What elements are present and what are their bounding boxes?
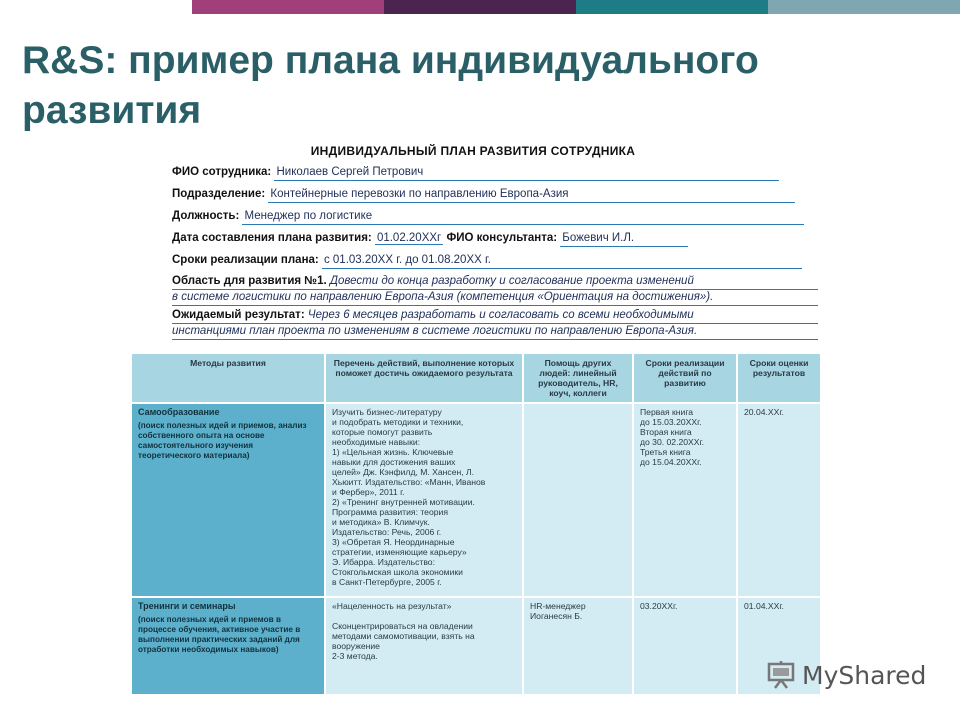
terms-value: с 01.03.20ХХ г. до 01.08.20ХХ г. bbox=[322, 253, 802, 269]
terms-cell bbox=[633, 403, 737, 597]
header-evaluation: Сроки оценки результатов bbox=[737, 353, 821, 403]
position-label: Должность: bbox=[172, 210, 240, 222]
department-value: Контейнерные перевозки по направлению Европа-Азия bbox=[268, 187, 795, 203]
actions-cell bbox=[325, 403, 523, 597]
help-text: HR-менеджер Иоганесян Б. bbox=[530, 601, 586, 621]
method-cell bbox=[131, 403, 325, 597]
plan-date-label: Дата составления плана развития: bbox=[172, 232, 372, 244]
top-bar-segment-2 bbox=[192, 0, 384, 14]
area-line-1: Довести до конца разработку и согласование проекта изменений bbox=[329, 275, 694, 287]
evaluation-text: 20.04.ХХг. bbox=[744, 407, 784, 417]
header-terms: Сроки реализации действий по развитию bbox=[633, 353, 737, 403]
terms-cell bbox=[633, 597, 737, 695]
consultant-label: ФИО консультанта: bbox=[446, 232, 558, 244]
development-area bbox=[172, 274, 818, 306]
top-color-bar bbox=[0, 0, 960, 14]
terms-text: 03.20ХХг. bbox=[640, 601, 678, 611]
help-cell bbox=[523, 403, 633, 597]
consultant-value: Божевич И.Л. bbox=[560, 231, 688, 247]
employee-label: ФИО сотрудника: bbox=[172, 166, 272, 178]
table-row bbox=[131, 597, 821, 695]
actions-text: Изучить бизнес-литературу и подобрать методики и техники, которые помогут развить необходимые навыки: 1) «Цельная жизнь. Ключевые навыки для достижения ваших целей» Дж. Кэнфилд, М. Хансен, Л. Хьюитт. Издательство: «Манн, Иванов и Фербер», 2011 г. 2) «Тренинг внутренней мотивации. Программа развития: теория и методика» В. Климчук. Издательство: Речь, 2006 г. 3) «Обретая Я. Неординарные стратегии, изменяющие карьеру» Э. Ибарра. Издательство: Стокгольмская школа экономики в Санкт-Петербурге, 2005 г. bbox=[332, 407, 486, 587]
help-cell bbox=[523, 597, 633, 695]
position-value: Менеджер по логистике bbox=[242, 209, 804, 225]
method-description: (поиск полезных идей и приемов, анализ собственного опыта на основе самостоятельного изучения теоретического материала) bbox=[138, 421, 307, 460]
top-bar-segment-4 bbox=[576, 0, 768, 14]
terms-field bbox=[172, 253, 802, 269]
result-label: Ожидаемый результат: bbox=[172, 309, 305, 321]
method-description: (поиск полезных идей и приемов в процессе обучения, активное участие в выполнении практических заданий для отработки необходимых навыков) bbox=[138, 615, 301, 654]
method-cell bbox=[131, 597, 325, 695]
header-actions: Перечень действий, выполнение которых поможет достичь ожидаемого результата bbox=[325, 353, 523, 403]
terms-label: Сроки реализации плана: bbox=[172, 254, 319, 266]
slide-title: R&S: пример плана индивидуального развития bbox=[22, 39, 759, 132]
table-row bbox=[131, 403, 821, 597]
result-line-1: Через 6 месяцев разработать и согласовать со всеми необходимыми bbox=[307, 309, 694, 321]
method-title: Самообразование bbox=[138, 407, 220, 417]
document-scan bbox=[118, 138, 828, 698]
area-line-2: в системе логистики по направлению Европа-Азия (компетенция «Ориентация на достижения»). bbox=[172, 291, 714, 303]
area-label: Область для развития №1. bbox=[172, 275, 327, 287]
top-bar-segment-3 bbox=[384, 0, 576, 14]
employee-value: Николаев Сергей Петрович bbox=[274, 165, 779, 181]
evaluation-cell bbox=[737, 403, 821, 597]
document-title: ИНДИВИДУАЛЬНЫЙ ПЛАН РАЗВИТИЯ СОТРУДНИКА bbox=[310, 144, 636, 158]
employee-field bbox=[172, 165, 779, 181]
table-header-row bbox=[131, 353, 821, 403]
actions-text: «Нацеленность на результат» Сконцентрироваться на овладении методами самомотивации, взять на вооружение 2-3 метода. bbox=[332, 601, 475, 661]
evaluation-text: 01.04.ХХг. bbox=[744, 601, 784, 611]
expected-result bbox=[172, 308, 818, 340]
department-label: Подразделение: bbox=[172, 188, 266, 200]
development-plan-table bbox=[130, 352, 822, 696]
presentation-icon bbox=[766, 660, 796, 690]
watermark bbox=[766, 655, 936, 695]
method-title: Тренинги и семинары bbox=[138, 601, 236, 611]
result-line-2: инстанциями план проекта по изменениям в системе логистики по направлению Европа-Азия. bbox=[172, 325, 698, 337]
watermark-text: MyShared bbox=[802, 660, 927, 690]
top-bar-segment-5 bbox=[768, 0, 960, 14]
plan-date-field bbox=[172, 231, 688, 247]
top-bar-segment-1 bbox=[0, 0, 192, 14]
position-field bbox=[172, 209, 804, 225]
actions-cell bbox=[325, 597, 523, 695]
header-help: Помощь других людей: линейный руководитель, HR, коуч, коллеги bbox=[523, 353, 633, 403]
terms-text: Первая книга до 15.03.20ХХг. Вторая книга до 30. 02.20ХХг. Третья книга до 15.04.20ХХг. bbox=[640, 407, 704, 467]
department-field bbox=[172, 187, 795, 203]
header-methods: Методы развития bbox=[131, 353, 325, 403]
plan-date-value: 01.02.20ХХг bbox=[376, 232, 442, 244]
